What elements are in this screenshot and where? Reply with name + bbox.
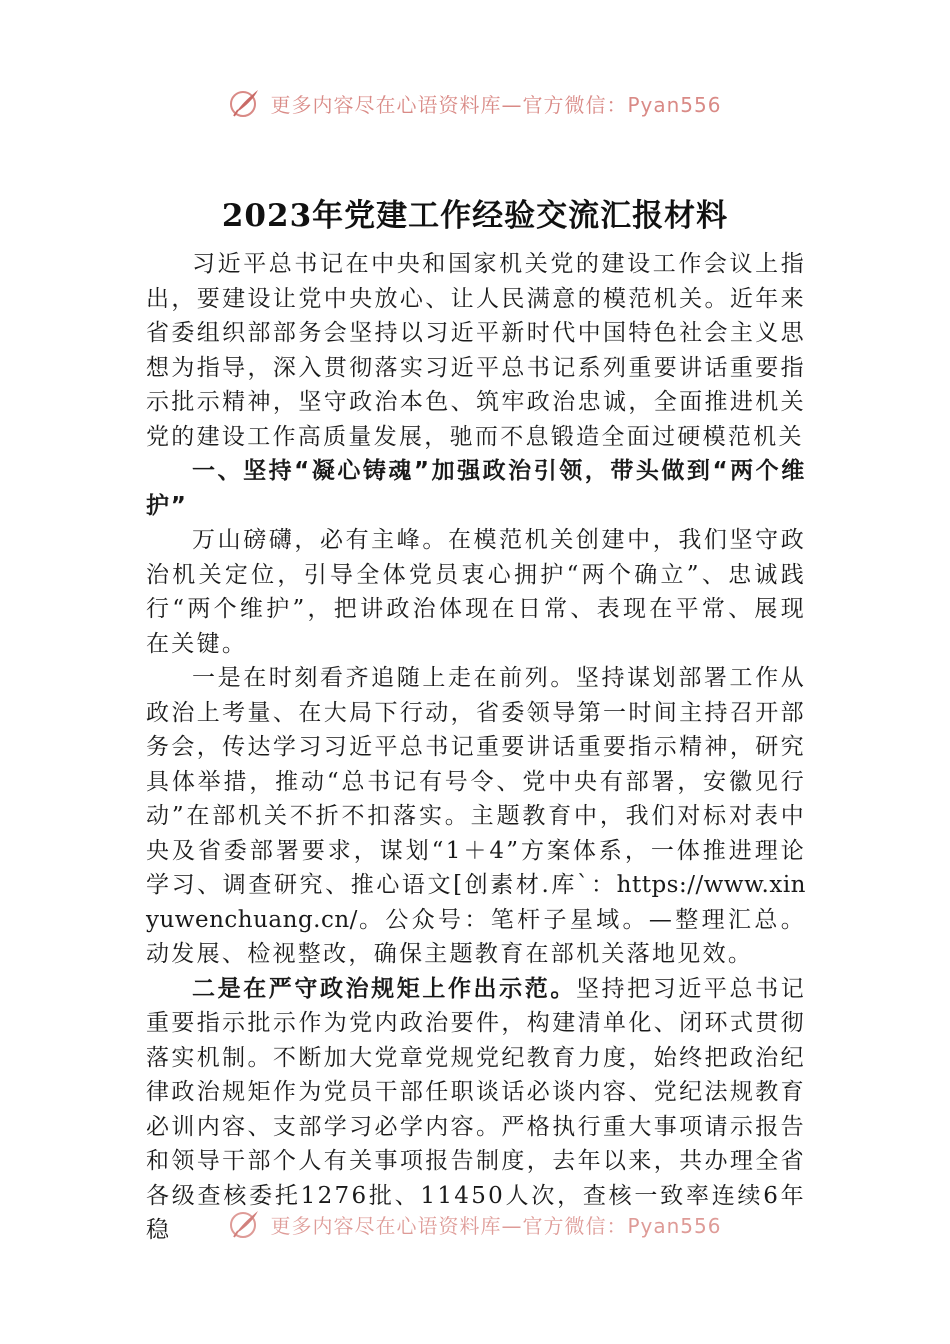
header-watermark <box>0 86 950 120</box>
point1-paragraph <box>146 661 806 972</box>
quill-logo-icon <box>228 86 262 120</box>
website-link[interactable]: https://www.xinyuwenchuang.cn/ <box>146 872 806 933</box>
section-heading-1: 一、坚持“凝心铸魂”加强政治引领，带头做到“两个维护” <box>146 458 806 519</box>
section1-paragraph: 万山磅礴，必有主峰。在模范机关创建中，我们坚守政治机关定位，引导全体党员衷心拥护“两个确立”、忠诚践行“两个维护”，把讲政治体现在日常、表现在平常、展现在关键。 <box>146 527 806 657</box>
watermark-text: 更多内容尽在心语资料库—官方微信：Pyan556 <box>270 92 722 117</box>
watermark-text: 更多内容尽在心语资料库—官方微信：Pyan556 <box>270 1213 722 1238</box>
point2-text: 坚持把习近平总书记重要指示批示作为党内政治要件，构建清单化、闭环式贯彻落实机制。不断加大党章党规党纪教育力度，始终把政治纪律政治规矩作为党员干部任职谈话必谈内容、党纪法规教育必训内容、支部学习必学内容。严格执行重大事项请示报告和领导干部个人有关事项报告制度，去年以来，共办理全省各级查核委托1276批、11450人次，查核一致率连续6年稳 <box>146 975 807 1243</box>
point2-lead: 二是在严守政治规矩上作出示范。 <box>192 974 576 1002</box>
point1-text-continued: 。公众号：笔杆子星域。—整理汇总。动发展、检视整改，确保主题教育在部机关落地见效。 <box>146 906 806 967</box>
page-title: 2023年党建工作经验交流汇报材料 <box>221 198 729 234</box>
quill-logo-icon <box>228 1207 262 1241</box>
intro-paragraph: 习近平总书记在中央和国家机关党的建设工作会议上指出，要建设让党中央放心、让人民满意的模范机关。近年来省委组织部部务会坚持以习近平新时代中国特色社会主义思想为指导，深入贯彻落实习近平总书记系列重要讲话重要指示批示精神，坚守政治本色、筑牢政治忠诚，全面推进机关党的建设工作高质量发展，驰而不息锻造全面过硬模范机关 <box>146 251 806 450</box>
footer-watermark <box>0 1207 950 1241</box>
document-body <box>146 247 806 1248</box>
point1-text: 一是在时刻看齐追随上走在前列。坚持谋划部署工作从政治上考量、在大局下行动，省委领导第一时间主持召开部务会，传达学习习近平总书记重要讲话重要指示精神，研究具体举措，推动“总书记有号令、党中央有部署，安徽见行动”在部机关不折不扣落实。主题教育中，我们对标对表中央及省委部署要求，谋划“1＋4”方案体系，一体推进理论学习、调查研究、推心语文[创素材.库`： <box>146 665 806 898</box>
